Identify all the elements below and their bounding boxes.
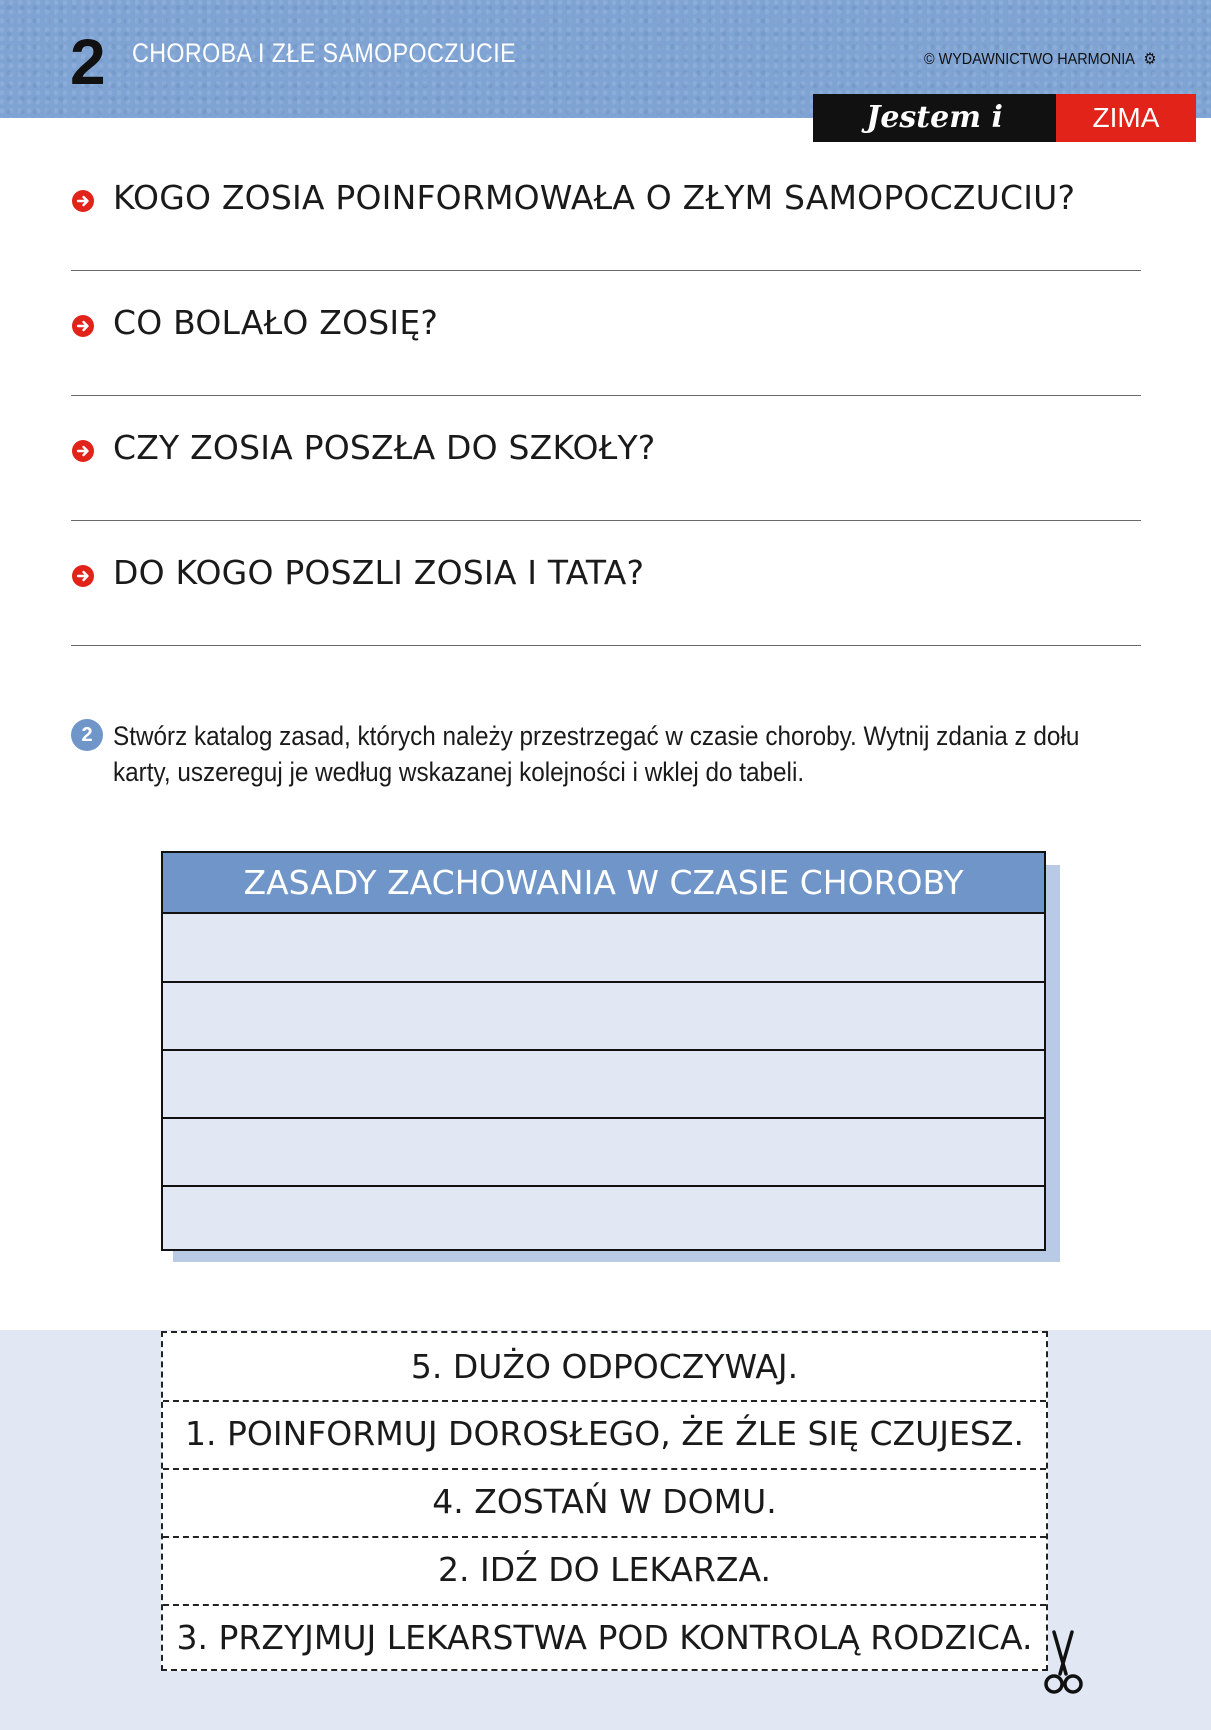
table-row-divider bbox=[163, 1049, 1044, 1051]
cutout-sentence[interactable]: 5. DUŻO ODPOCZYWAJ. bbox=[410, 1347, 799, 1386]
answer-line-4[interactable] bbox=[71, 645, 1141, 646]
cutout-sentence[interactable]: 1. POINFORMUJ DOROSŁEGO, ŻE ŹLE SIĘ CZUJESZ. bbox=[185, 1414, 1024, 1453]
table-header: ZASADY ZACHOWANIA W CZASIE CHOROBY bbox=[163, 853, 1044, 914]
lesson-title: CHOROBA I ZŁE SAMOPOCZUCIE bbox=[132, 38, 517, 68]
task-number-badge: 2 bbox=[71, 719, 103, 751]
publisher-label: © WYDAWNICTWO HARMONIA bbox=[924, 51, 1135, 68]
answer-line-3[interactable] bbox=[71, 520, 1141, 521]
question-text: KOGO ZOSIA POINFORMOWAŁA O ZŁYM SAMOPOCZUCIU? bbox=[113, 178, 1076, 217]
answer-line-2[interactable] bbox=[71, 395, 1141, 396]
arrow-right-circle-icon bbox=[72, 190, 94, 212]
table-row-divider bbox=[163, 981, 1044, 983]
publisher bbox=[924, 49, 1156, 69]
answer-line-1[interactable] bbox=[71, 270, 1141, 271]
season-badge: ZIMA bbox=[1056, 94, 1196, 142]
series-badge: Jestem i działam bbox=[813, 94, 1056, 142]
cutout-sentence[interactable]: 4. ZOSTAŃ W DOMU. bbox=[432, 1482, 777, 1521]
cutout-sentence[interactable]: 3. PRZYJMUJ LEKARSTWA POD KONTROLĄ RODZICA. bbox=[176, 1618, 1033, 1657]
task-instruction-line-2: karty, uszereguj je według wskazanej kolejności i wklej do tabeli. bbox=[113, 757, 805, 787]
task-instruction bbox=[113, 718, 1085, 790]
cutout-sentence[interactable]: 2. IDŹ DO LEKARZA. bbox=[438, 1550, 771, 1589]
arrow-right-circle-icon bbox=[72, 440, 94, 462]
arrow-right-circle-icon bbox=[72, 565, 94, 587]
table-row-divider bbox=[163, 1185, 1044, 1187]
question-text: CZY ZOSIA POSZŁA DO SZKOŁY? bbox=[113, 428, 656, 467]
task-instruction-line-1: Stwórz katalog zasad, których należy przestrzegać w czasie choroby. Wytnij zdania z dołu bbox=[113, 721, 1080, 751]
question-text: DO KOGO POSZLI ZOSIA I TATA? bbox=[113, 553, 645, 592]
rules-table bbox=[161, 851, 1046, 1251]
scissors-icon bbox=[1040, 1628, 1086, 1698]
gear-icon: ⚙ bbox=[1143, 51, 1157, 68]
table-row-divider bbox=[163, 1117, 1044, 1119]
lesson-number: 2 bbox=[70, 26, 106, 98]
question-text: CO BOLAŁO ZOSIĘ? bbox=[113, 303, 439, 342]
arrow-right-circle-icon bbox=[72, 315, 94, 337]
cutout-strip bbox=[161, 1331, 1048, 1671]
